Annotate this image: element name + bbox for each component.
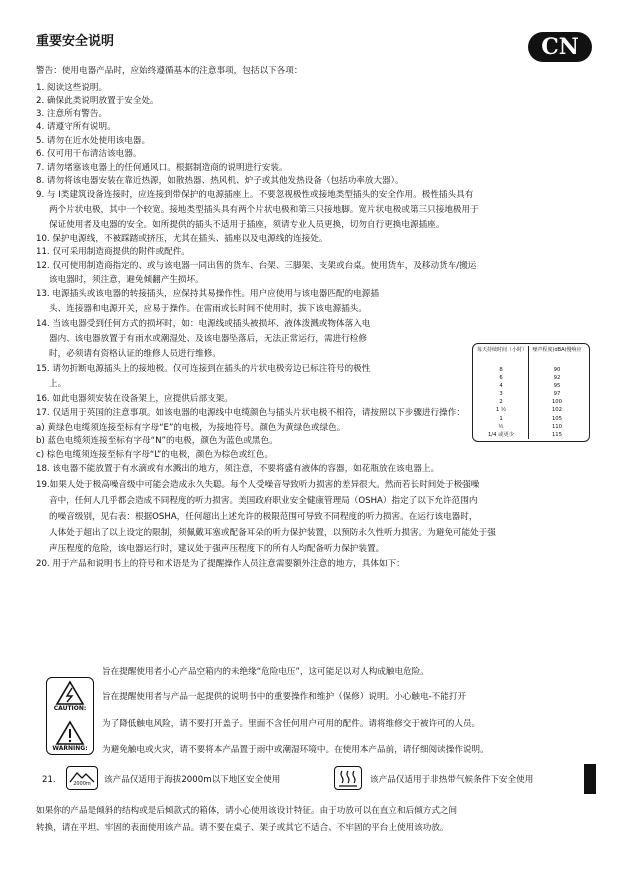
table-column-hours [477, 366, 525, 439]
lightning-triangle-icon [47, 678, 93, 754]
instruction-line: 该电器时，须注意，避免倾翻产生损坏。 [49, 275, 204, 285]
table-cell-hours: 1/4 或更少 [487, 431, 515, 438]
instruction-line: 11. 仅可采用制造商提供的附件或配件。 [36, 247, 190, 257]
altitude-icon [66, 766, 98, 790]
instruction-line: 10. 保护电源线，不被踩踏或挤压，尤其在插头、插座以及电源线的连接处。 [36, 234, 328, 244]
symbol-text-2: 旨在提醒使用者与产品一起提供的说明书中的重要操作和维护（保修）说明。小心触电-不能打开 [102, 692, 467, 702]
table-cell-hours: 1 ½ [495, 407, 507, 414]
instruction-line: 6. 仅可用干布清洁该电器。 [36, 149, 142, 159]
instruction-line: 4. 请遵守所有说明。 [36, 122, 116, 132]
instruction-line: b) 蓝色电缆须连接至标有字母“N”的电极，颜色为蓝色或黑色。 [36, 436, 278, 446]
instruction-line: 声压程度的危险，该电器运行时，建议处于强声压程度下的所有人均配备听力保护装置。 [49, 544, 385, 554]
instruction-line: 5. 请勿在近水处使用该电器。 [36, 136, 151, 146]
instruction-line: 18. 该电器不能放置于有水滴或有水溅出的地方，须注意，不要将盛有液体的容器，如花瓶放在该电器上。 [36, 464, 440, 474]
instruction-line: 7. 请勿堵塞该电器上的任何通风口。根据制造商的说明进行安装。 [36, 163, 288, 173]
table-cell-hours: 3 [499, 391, 503, 398]
symbol-text-4: 为避免触电或火灾，请不要将本产品置于雨中或潮湿环境中。在使用本产品前，请仔细阅读操作说明。 [102, 745, 489, 755]
table-cell-hours: 2 [499, 399, 503, 406]
table-cell-dba: 90 [553, 367, 561, 373]
instruction-line: 保证使用者及电器的安全。如所提供的插头不适用于插座，须请专业人员更换，切勿自行更换电源插座。 [49, 220, 445, 230]
tropical-text: 该产品仅适用于非热带气候条件下安全使用 [370, 775, 534, 785]
table-cell-hours: 4 [499, 383, 503, 390]
table-cell-dba: 102 [551, 407, 563, 414]
table-cell-dba: 110 [551, 423, 563, 430]
instruction-line: 1. 阅读这些说明。 [36, 83, 108, 93]
instruction-line: 两个片状电极，其中一个较宽。接地类型插头具有两个片状电极和第三只接地脚。宽片状电极或第三只接地极用于 [49, 205, 479, 215]
table-column-dba [531, 366, 583, 439]
instruction-line: 的噪音级别，见右表：根据OSHA，任何超出上述允许的极限范围可导致不同程度的听力损害。在运行该电器时， [49, 512, 478, 522]
caution-label: CAUTION: [53, 705, 87, 712]
instruction-line: 器内、该电器放置于有雨水或潮湿处、及该电器坠落后，无法正常运行，需进行检修 [49, 334, 367, 344]
table-cell-hours: ½ [498, 423, 504, 430]
table-header-dba: 噪声程度(dBA)慢响应 [532, 347, 582, 353]
table-cell-hours: 8 [499, 367, 503, 373]
instruction-line: 3. 注意所有警告。 [36, 109, 108, 119]
instruction-line: 20. 用于产品和说明书上的符号和术语是为了提醒操作人员注意需要额外注意的地方，具体如下： [36, 559, 405, 569]
caution-warning-symbols [46, 677, 94, 755]
table-cell-dba: 92 [553, 375, 561, 382]
instruction-line: 19.如果人处于极高噪音级中可能会造成永久失聪。每个人受噪音导致听力损害的差异很大。然而若长时间处于极强噪 [36, 480, 480, 490]
instruction-line: 音中，任何人几乎都会造成不同程度的听力损害。美国政府职业安全健康管理局（OSHA）指定了以下允许范围内 [49, 496, 478, 506]
table-cell-dba: 100 [551, 399, 563, 406]
instruction-line: 2. 确保此类说明放置于安全处。 [36, 96, 159, 106]
footer-line-1: 如果你的产品是倾斜的结构或是后倾款式的箱体，请小心使用该设计特征。由于功放可以在直立和后倾方式之间 [36, 806, 458, 816]
tropical-climate-icon [334, 766, 362, 790]
page-edge-tab [584, 764, 596, 794]
instruction-line: 9. 与 I类建筑设备连接时，应连接到带保护的电源插座上。不要忽视极性或接地类型插头的安全作用。极性插头具有 [36, 190, 474, 200]
instruction-line: 8. 请勿将该电器安装在靠近热源，如散热器、热风机、炉子或其他发热设备（包括功率放大器）。 [36, 176, 404, 186]
table-cell-dba: 97 [553, 391, 561, 398]
altitude-icon-text: 2000m [73, 781, 91, 787]
instruction-line: 13. 电源插头或该电器的转接插头，应保持其易操作性。用户应使用与该电器匹配的电源插 [36, 289, 379, 299]
footer-line-2: 转换，请在平坦、牢固的表面使用该产品。请不要在桌子、架子或其它不适合、不牢固的平台上使用该功放。 [36, 823, 449, 833]
table-header-hours: 每天持续时间（小时） [477, 347, 528, 353]
instruction-line: a) 黄绿色电缆须连接至标有字母“E”的电极，为接地符号。颜色为黄绿色或绿色。 [36, 423, 346, 433]
instruction-line: 16. 如此电器须安装在设备架上，应提供后部支架。 [36, 394, 233, 404]
symbol-text-1: 旨在提醒使用者小心产品空箱内的未绝缘“危险电压”，这可能足以对人构成触电危险。 [102, 667, 429, 677]
instruction-line: 15. 请勿折断电源插头上的接地极。仅可连接到在插头的片状电极旁边已标注符号的极性 [36, 364, 371, 374]
table-cell-dba: 105 [551, 415, 563, 422]
table-cell-dba: 115 [551, 431, 563, 438]
instruction-line: 时，必须请有资格认证的维修人员进行维修。 [49, 349, 221, 359]
instruction-line: 17. 仅适用于英国的注意事项。如该电器的电源线中电缆颜色与插头片状电极不相符，请按照以下步骤进行操作： [36, 408, 465, 418]
table-cell-dba: 95 [553, 383, 561, 390]
page-title: 重要安全说明 [36, 34, 115, 49]
warning-intro: 警告：使用电器产品时，应始终遵循基本的注意事项，包括以下各项： [36, 66, 303, 76]
symbol-text-3: 为了降低触电风险，请不要打开盖子。里面不含任何用户可用的配件。请将维修交于被许可的人员。 [102, 719, 481, 729]
instruction-line: 12. 仅可使用制造商指定的、或与该电器一同出售的货车、台架、三脚架、支架或台桌。使用货车，及移动货车/搬运 [36, 261, 477, 271]
table-cell-hours: 6 [499, 375, 503, 382]
instruction-line: c) 棕色电缆须连接至标有字母“L”的电极，颜色为棕色或红色。 [36, 450, 274, 460]
instruction-line: 人体处于超出了以上设定的限制，须佩戴耳塞或配备耳朵的听力保护装置，以预防永久性听力损害。为避免可能处于强 [49, 528, 496, 538]
warning-label: WARNING: [52, 745, 88, 752]
noise-exposure-table [472, 343, 590, 442]
instruction-line: 14. 当该电器受到任何方式的损坏时，如：电源线或插头被损坏、液体泼溅或物体落入电 [36, 319, 371, 329]
instruction-line: 上。 [49, 379, 67, 389]
instruction-line: 头、连接器和电源开关，应易于操作。在雷雨或长时间不使用时，拔下该电源插头。 [49, 304, 367, 314]
altitude-text: 该产品仅适用于海拔2000m以下地区安全使用 [104, 775, 281, 785]
item-21-number: 21. [42, 775, 56, 785]
table-cell-hours: 1 [499, 415, 503, 422]
language-badge: CN [528, 32, 592, 62]
